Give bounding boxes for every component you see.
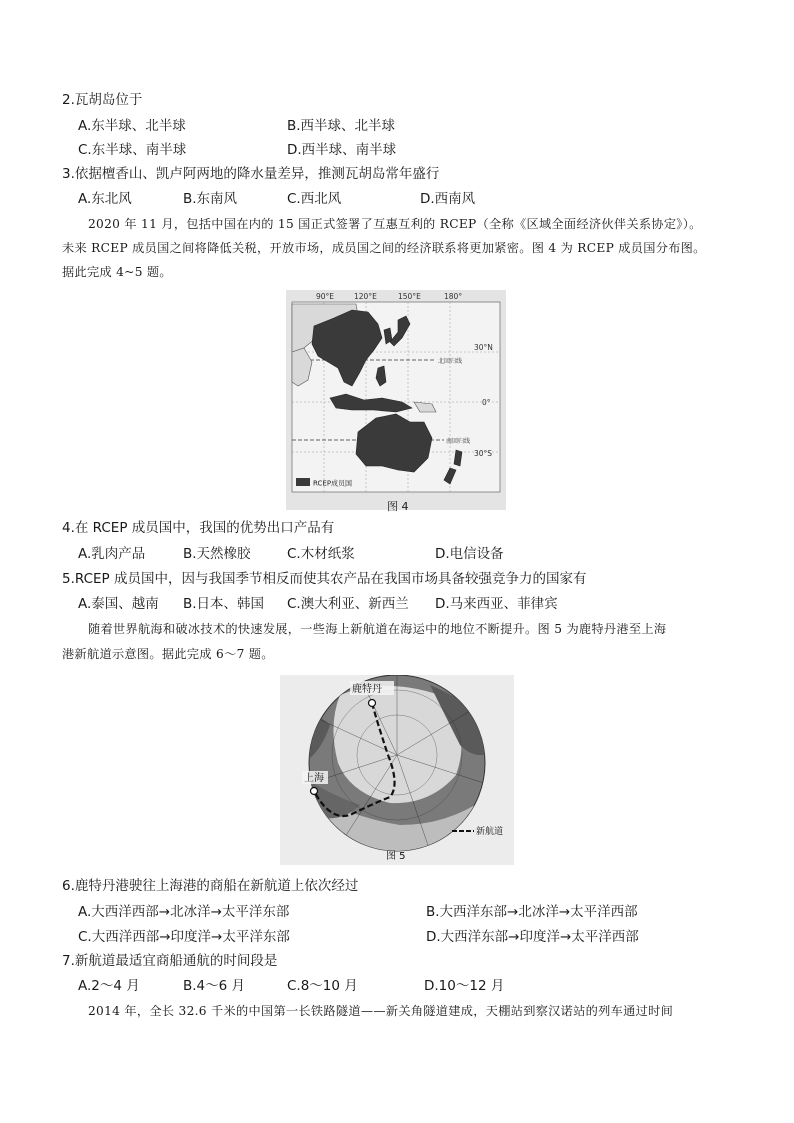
- tropic-cancer-label: 北回归线: [438, 358, 463, 365]
- figure4-caption: 图 4: [387, 500, 409, 513]
- q4-option-d: D.电信设备: [435, 546, 504, 562]
- passage1-line1: 2020 年 11 月，包括中国在内的 15 国正式签署了互惠互利的 RCEP（全称《区域全面经济伙伴关系协定》）。: [88, 217, 702, 231]
- q3-option-d: D.西南风: [420, 191, 476, 207]
- q4-option-a: A.乳肉产品: [78, 546, 146, 562]
- shanghai-port-marker: [311, 788, 318, 795]
- q7-option-a: A.2～4 月: [78, 978, 140, 994]
- q5-option-c: C.澳大利亚、新西兰: [287, 596, 409, 612]
- passage1-line2: 未来 RCEP 成员国之间将降低关税，开放市场，成员国之间的经济联系将更加紧密。图 4 为 RCEP 成员国分布图。: [62, 241, 706, 255]
- lat-label-30s: 30°S: [474, 449, 493, 458]
- legend-route-label: 新航道: [476, 827, 504, 837]
- q4-option-b: B.天然橡胶: [183, 546, 251, 562]
- q2-option-b: B.西半球、北半球: [287, 118, 396, 134]
- figure5-caption: 图 5: [386, 851, 406, 862]
- q5-option-b: B.日本、韩国: [183, 596, 265, 612]
- passage3-line1: 2014 年，全长 32.6 千米的中国第一长铁路隧道——新关角隧道建成，天棚站到察汉诺站的列车通过时间: [88, 1004, 674, 1018]
- lon-label-90e: 90°E: [316, 292, 335, 301]
- q3-option-b: B.东南风: [183, 191, 238, 207]
- lat-label-30n: 30°N: [474, 343, 493, 352]
- passage2-line2: 港新航道示意图。据此完成 6～7 题。: [62, 647, 274, 661]
- lat-label-0: 0°: [482, 398, 491, 407]
- tropic-capricorn-label: 南回归线: [446, 438, 471, 445]
- q2-stem: 2.瓦胡岛位于: [62, 92, 143, 108]
- q6-option-a: A.大西洋西部→北冰洋→太平洋东部: [78, 904, 290, 920]
- lon-label-150e: 150°E: [398, 292, 421, 301]
- q5-stem: 5.RCEP 成员国中，因与我国季节相反而使其农产品在我国市场具备较强竞争力的国家有: [62, 571, 587, 587]
- q3-option-c: C.西北风: [287, 191, 342, 207]
- q2-option-d: D.西半球、南半球: [287, 142, 397, 158]
- q2-option-c: C.东半球、南半球: [78, 142, 187, 158]
- figure4-rcep-map: [286, 290, 506, 510]
- q7-stem: 7.新航道最适宜商船通航的时间段是: [62, 953, 278, 969]
- q3-option-a: A.东北风: [78, 191, 132, 207]
- passage2-line1: 随着世界航海和破冰技术的快速发展，一些海上新航道在海运中的地位不断提升。图 5 为鹿特丹港至上海: [88, 622, 667, 636]
- figure5-new-route-map: [280, 675, 514, 865]
- q2-option-a: A.东半球、北半球: [78, 118, 186, 134]
- rotterdam-port-marker: [369, 700, 376, 707]
- q6-option-d: D.大西洋东部→印度洋→太平洋西部: [426, 929, 639, 945]
- new-route-graphic: [280, 675, 514, 865]
- q4-option-c: C.木材纸浆: [287, 546, 355, 562]
- rotterdam-label: 鹿特丹: [352, 684, 382, 695]
- q6-stem: 6.鹿特丹港驶往上海港的商船在新航道上依次经过: [62, 878, 359, 894]
- q6-option-c: C.大西洋西部→印度洋→太平洋东部: [78, 929, 290, 945]
- q4-stem: 4.在 RCEP 成员国中，我国的优势出口产品有: [62, 520, 335, 536]
- passage1-line3: 据此完成 4~5 题。: [62, 265, 172, 279]
- shanghai-label: 上海: [304, 773, 324, 784]
- q5-option-d: D.马来西亚、菲律宾: [435, 596, 558, 612]
- legend-label: RCEP成员国: [313, 479, 353, 488]
- q7-option-d: D.10～12 月: [424, 978, 505, 994]
- q3-stem: 3.依据檀香山、凯卢阿两地的降水量差异，推测瓦胡岛常年盛行: [62, 166, 440, 182]
- legend-swatch: [296, 478, 310, 486]
- q6-option-b: B.大西洋东部→北冰洋→太平洋西部: [426, 904, 638, 920]
- q5-option-a: A.泰国、越南: [78, 596, 159, 612]
- lon-label-180: 180°: [444, 292, 463, 301]
- rcep-map-graphic: [286, 290, 506, 510]
- q7-option-b: B.4～6 月: [183, 978, 246, 994]
- q7-option-c: C.8～10 月: [287, 978, 358, 994]
- lon-label-120e: 120°E: [354, 292, 377, 301]
